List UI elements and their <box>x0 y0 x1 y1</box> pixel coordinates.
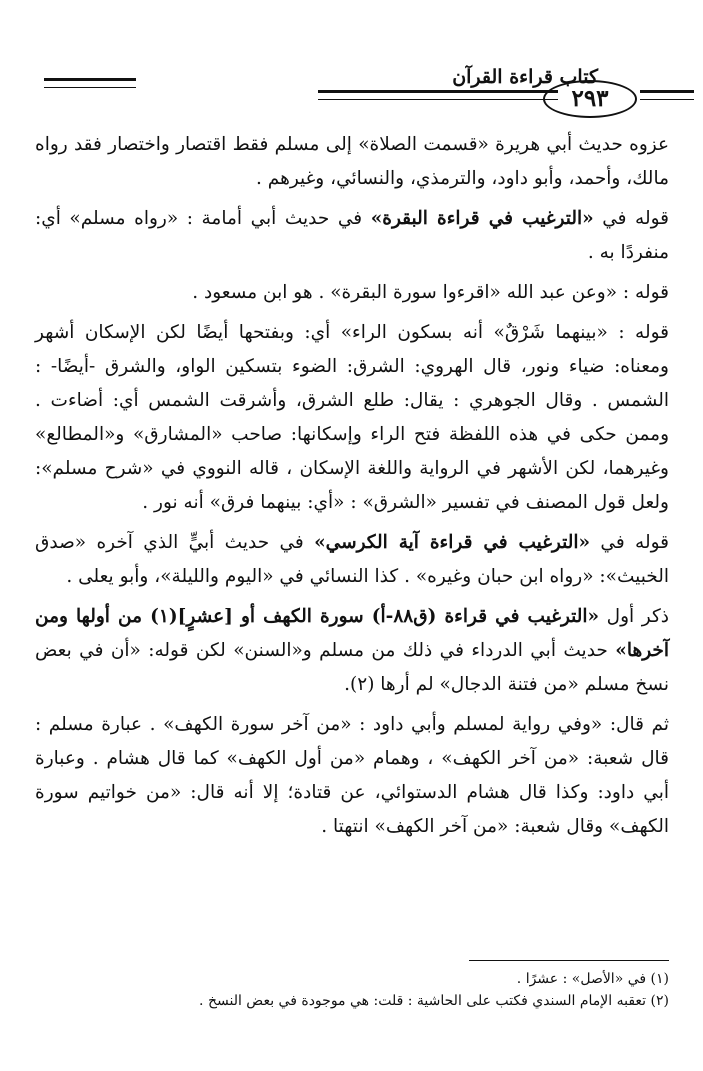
paragraph-1: عزوه حديث أبي هريرة «قسمت الصلاة» إلى مسلم فقط اقتصار واختصار فقد رواه مالك، وأحمد، وأبو داود، والترمذي، والنسائي، وغيرهم . <box>35 134 669 189</box>
footnote-1: (١) في «الأصل» : عشرًا . <box>516 971 669 987</box>
paragraph-6 <box>35 600 669 702</box>
text-run: حديث أبي الدرداء في ذلك من مسلم و«السنن» لكن قوله: «أن في بعض نسخ مسلم «من فتنة الدجال» لم أرها (٢). <box>35 640 669 695</box>
section-heading: «الترغيب في قراءة (ق٨٨-أ) سورة الكهف أو [عشرٍ](١) من أولها ومن آخرها» <box>35 606 669 661</box>
paragraph-4: قوله : «بينهما شَرْقٌ» أنه بسكون الراء» أي: وبفتحها أيضًا لكن الإسكان أشهر ومعناه: ضياء ونور، قال الهروي: الشرق: الضوء بتسكين الواو، والشرق -أيضًا- : الشمس . وقال الجوهري : يقال: طلع الشرق، وأشرقت الشمس أي: أضاءت . وممن حكى في هذه اللفظة فتح الراء وإسكانها: صاحب «المشارق» و«المطالع» وغيرهما، لكن الأشهر في الرواية واللغة الإسكان ، قاله النووي في «شرح مسلم»: ولعل قول المصنف في تفسير «الشرق» : «أي: بينهما فرق» أنه نور . <box>35 322 669 513</box>
header-rule-center <box>318 90 558 100</box>
text-run: في حديث أبي أمامة : «رواه مسلم» أي: منفردًا به . <box>35 208 669 263</box>
page-header <box>28 66 668 126</box>
text-run: قوله في <box>590 532 669 553</box>
text-run: في حديث أبيٍّ الذي آخره «صدق الخبيث»: «رواه ابن حبان وغيره» . كذا النسائي في «اليوم والليلة»، وأبو يعلى . <box>35 532 669 587</box>
header-rule-left <box>44 78 136 88</box>
body-text <box>35 128 669 850</box>
paragraph-5 <box>35 526 669 594</box>
section-heading: «الترغيب في قراءة آية الكرسي» <box>314 532 591 553</box>
footnote-rule <box>469 960 669 961</box>
paragraph-7: ثم قال: «وفي رواية لمسلم وأبي داود : «من آخر سورة الكهف» . عبارة مسلم : قال شعبة: «من آخر الكهف» ، وهمام «من أول الكهف» كما قال هشام . وعبارة أبي داود: وكذا قال هشام الدستوائي، عن قتادة؛ إلا أنه قال: «من خواتيم سورة الكهف» وقال شعبة: «من آخر الكهف» انتهتا . <box>35 714 669 837</box>
footnotes <box>35 968 669 1012</box>
section-heading: «الترغيب في قراءة البقرة» <box>370 208 594 229</box>
header-rule-right <box>640 90 694 100</box>
text-run: ذكر أول <box>599 606 670 627</box>
text-run: قوله في <box>593 208 670 229</box>
footnote-2: (٢) تعقبه الإمام السندي فكتب على الحاشية : قلت: هي موجودة في بعض النسخ . <box>199 993 669 1009</box>
paragraph-3: قوله : «وعن عبد الله «اقرءوا سورة البقرة» . هو ابن مسعود . <box>192 282 669 303</box>
paragraph-2 <box>35 202 669 270</box>
running-title: كتاب قراءة القرآن <box>452 66 598 88</box>
page-number: ٢٩٣ <box>543 80 637 118</box>
